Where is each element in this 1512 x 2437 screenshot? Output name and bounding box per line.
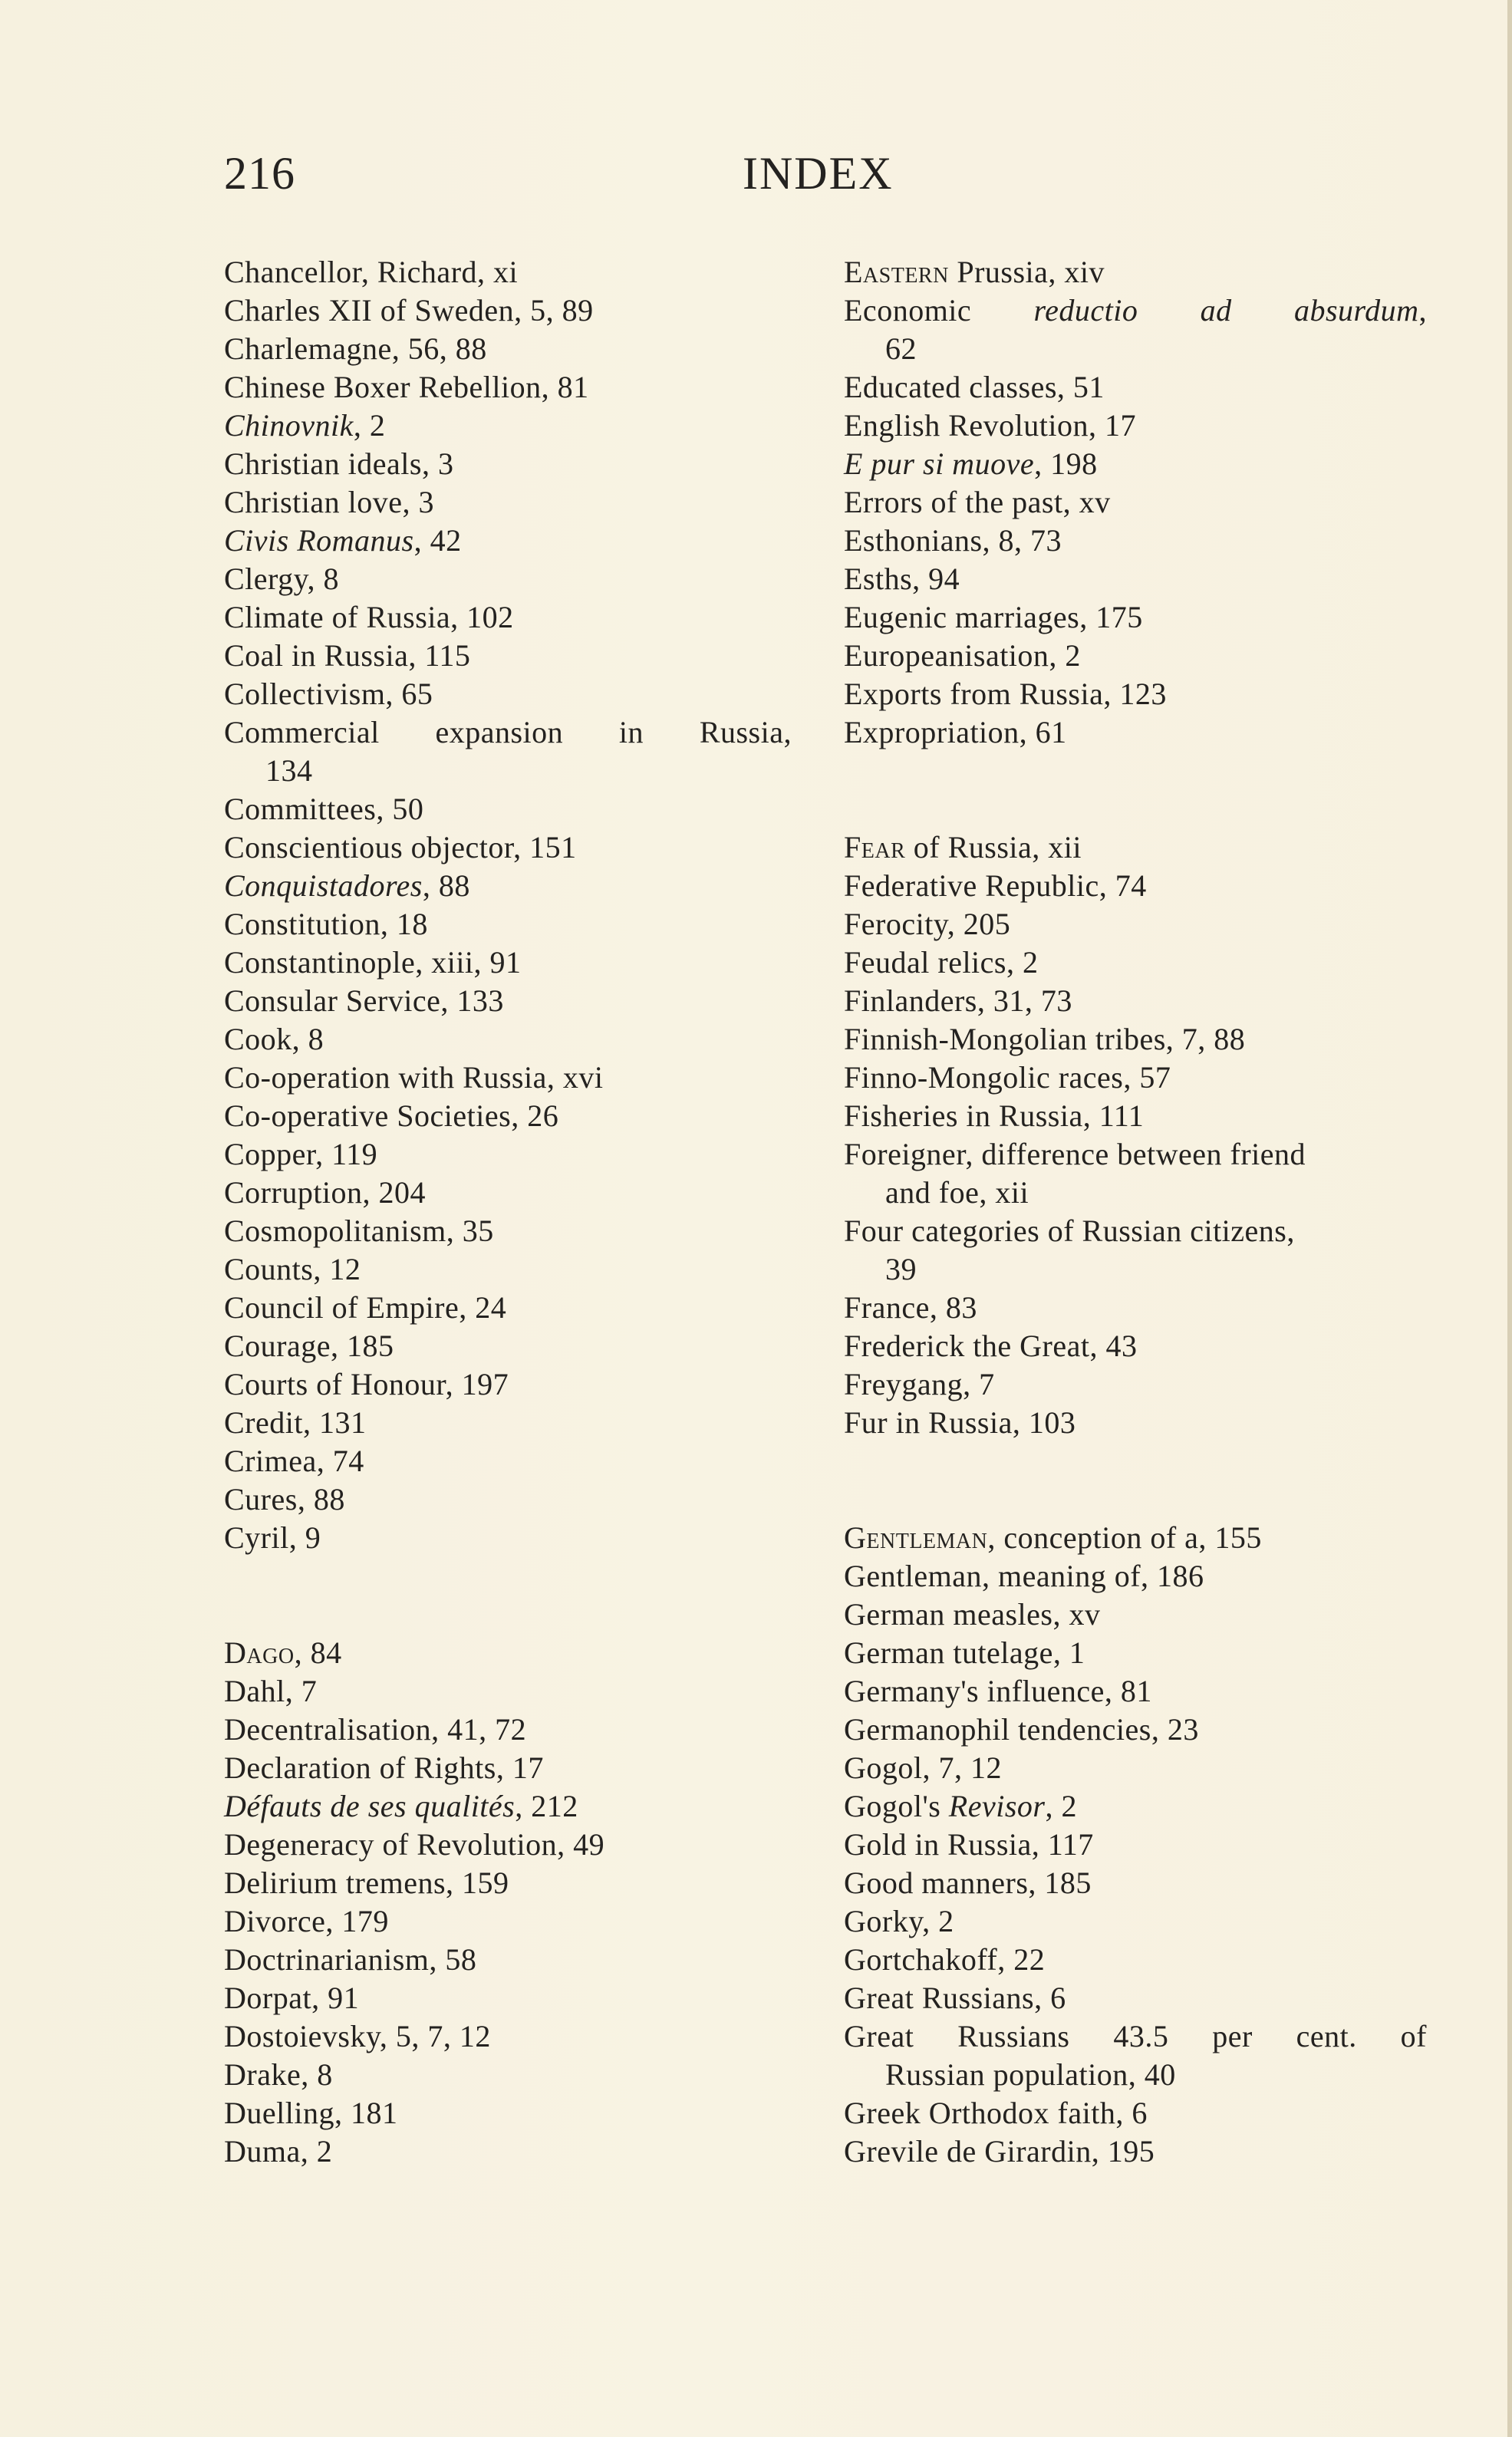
index-entry	[844, 445, 1442, 483]
index-entry: Feudal relics, 2	[844, 945, 1039, 980]
index-entry: Eugenic marriages, 175	[844, 600, 1143, 634]
index-entry: Christian love, 3	[224, 485, 435, 519]
index-entry: Great Russians, 6	[844, 1981, 1066, 2015]
index-entry: Finnish-Mongolian tribes, 7, 88	[844, 1022, 1246, 1056]
index-entry	[224, 1634, 792, 1672]
index-entry: Conscientious objector, 151	[224, 830, 577, 864]
index-entry: Declaration of Rights, 17	[224, 1750, 544, 1785]
index-entry: Expropriation, 61	[844, 715, 1067, 749]
index-entry: Educated classes, 51	[844, 370, 1105, 404]
index-entry: Dorpat, 91	[224, 1981, 360, 2015]
index-entry	[844, 1135, 1442, 1212]
entry-continuation: and foe, xii	[885, 1175, 1029, 1210]
index-entry: Doctrinarianism, 58	[224, 1942, 477, 1977]
index-entry: Charlemagne, 56, 88	[224, 331, 487, 366]
index-entry: Divorce, 179	[224, 1904, 389, 1938]
index-entry: English Revolution, 17	[844, 408, 1136, 443]
page-edge	[1507, 0, 1512, 2437]
entry-line: Commercial expansion in Russia,	[224, 715, 792, 749]
index-entry: Greek Orthodox faith, 6	[844, 2096, 1148, 2130]
index-entry: Cosmopolitanism, 35	[224, 1214, 494, 1248]
index-entry: Conquistadores, 88	[224, 868, 470, 903]
page-number: 216	[224, 148, 295, 199]
index-entry: Finlanders, 31, 73	[844, 983, 1072, 1018]
index-entry: Crimea, 74	[224, 1444, 364, 1478]
index-entry	[844, 291, 1442, 368]
smallcaps-lead: Eastern Prussia, xiv	[844, 255, 1105, 289]
italic-term: Chinovnik	[224, 408, 354, 443]
index-entry: Gentleman, meaning of, 186	[844, 1559, 1204, 1593]
smallcaps-lead: Dago, 84	[224, 1635, 342, 1670]
index-entry: Europeanisation, 2	[844, 638, 1081, 673]
index-entry: Fur in Russia, 103	[844, 1405, 1076, 1440]
index-entry: Gogol, 7, 12	[844, 1750, 1002, 1785]
index-entry: Esthonians, 8, 73	[844, 523, 1062, 558]
index-entry: Degeneracy of Revolution, 49	[224, 1827, 605, 1862]
index-entry: Constantinople, xiii, 91	[224, 945, 522, 980]
index-entry: Council of Empire, 24	[224, 1290, 507, 1325]
index-entry: Clergy, 8	[224, 561, 340, 596]
page-header	[0, 143, 1512, 204]
index-column-left	[224, 253, 792, 2171]
index-entry: Gorky, 2	[844, 1904, 954, 1938]
index-entry: Committees, 50	[224, 792, 424, 826]
index-entry: Constitution, 18	[224, 907, 428, 941]
index-entry: Gold in Russia, 117	[844, 1827, 1094, 1862]
index-entry: Esths, 94	[844, 561, 960, 596]
italic-term: Défauts de ses qualités	[224, 1789, 516, 1823]
entry-continuation: Russian population, 40	[885, 2057, 1176, 2092]
entry-line: Great Russians 43.5 per cent. of	[844, 2019, 1427, 2053]
index-entry: Courage, 185	[224, 1329, 394, 1363]
index-entry: Dahl, 7	[224, 1674, 318, 1708]
entry-line	[844, 291, 1427, 330]
index-entry: Cyril, 9	[224, 1520, 321, 1555]
index-entry: Cook, 8	[224, 1022, 324, 1056]
index-entry: Freygang, 7	[844, 1367, 995, 1401]
entry-continuation: 62	[885, 331, 917, 366]
index-entry: France, 83	[844, 1290, 977, 1325]
index-entry: German tutelage, 1	[844, 1635, 1085, 1670]
entry-mixed: Gogol's Revisor, 2	[844, 1789, 1077, 1823]
index-entry: German measles, xv	[844, 1597, 1101, 1632]
entry-continuation: 39	[885, 1252, 917, 1286]
index-entry: Exports from Russia, 123	[844, 677, 1167, 711]
entry-line: Four categories of Russian citizens,	[844, 1214, 1295, 1248]
index-entry	[844, 1519, 1442, 1557]
index-entry: Grevile de Girardin, 195	[844, 2134, 1155, 2169]
index-entry: Christian ideals, 3	[224, 446, 454, 481]
index-entry: Errors of the past, xv	[844, 485, 1111, 519]
section-gap	[844, 752, 1442, 828]
index-entry: Duelling, 181	[224, 2096, 398, 2130]
index-entry: Delirium tremens, 159	[224, 1866, 509, 1900]
index-entry: Credit, 131	[224, 1405, 367, 1440]
index-entry	[844, 1212, 1442, 1289]
smallcaps-lead: Fear of Russia, xii	[844, 830, 1082, 864]
smallcaps-lead: Gentleman, conception of a, 155	[844, 1520, 1262, 1555]
index-entry: Collectivism, 65	[224, 677, 433, 711]
section-gap	[844, 1442, 1442, 1519]
index-entry: Co-operative Societies, 26	[224, 1098, 559, 1133]
index-entry: Chinese Boxer Rebellion, 81	[224, 370, 589, 404]
entry-mixed: E pur si muove, 198	[844, 446, 1098, 481]
index-entry: Co-operation with Russia, xvi	[224, 1060, 604, 1095]
index-entry: Charles XII of Sweden, 5, 89	[224, 293, 594, 328]
index-entry: Drake, 8	[224, 2057, 333, 2092]
entry-mixed: Economic reductio ad absurdum,	[844, 293, 1427, 328]
italic-term: Conquistadores	[224, 868, 423, 903]
index-entry	[844, 253, 1442, 291]
entry-continuation: 134	[265, 753, 313, 788]
index-entry	[844, 828, 1442, 867]
index-entry: Duma, 2	[224, 2134, 333, 2169]
italic-term: Civis Romanus	[224, 523, 414, 558]
section-gap	[224, 1557, 792, 1634]
index-entry: Corruption, 204	[224, 1175, 427, 1210]
index-entry: Civis Romanus, 42	[224, 523, 462, 558]
index-entry	[844, 1787, 1442, 1826]
index-entry: Coal in Russia, 115	[224, 638, 471, 673]
index-column-right	[844, 253, 1442, 2171]
index-entry: Frederick the Great, 43	[844, 1329, 1138, 1363]
index-entry: Climate of Russia, 102	[224, 600, 514, 634]
index-entry: Défauts de ses qualités, 212	[224, 1789, 578, 1823]
index-entry: Federative Republic, 74	[844, 868, 1147, 903]
running-head: INDEX	[743, 148, 894, 199]
index-entry: Counts, 12	[224, 1252, 361, 1286]
entry-line: Foreigner, difference between friend	[844, 1137, 1306, 1171]
index-entry: Germany's influence, 81	[844, 1674, 1152, 1708]
index-entry: Germanophil tendencies, 23	[844, 1712, 1199, 1747]
index-entry	[224, 713, 792, 790]
index-entry: Gortchakoff, 22	[844, 1942, 1046, 1977]
index-entry: Dostoievsky, 5, 7, 12	[224, 2019, 491, 2053]
index-entry: Consular Service, 133	[224, 983, 504, 1018]
index-entry: Chancellor, Richard, xi	[224, 255, 519, 289]
index-entry: Fisheries in Russia, 111	[844, 1098, 1145, 1133]
index-entry: Decentralisation, 41, 72	[224, 1712, 527, 1747]
index-entry: Courts of Honour, 197	[224, 1367, 509, 1401]
index-entry: Cures, 88	[224, 1482, 345, 1517]
index-entry: Copper, 119	[224, 1137, 378, 1171]
index-entry	[844, 2017, 1442, 2094]
index-entry: Chinovnik, 2	[224, 408, 386, 443]
index-entry: Ferocity, 205	[844, 907, 1011, 941]
index-entry: Finno-Mongolic races, 57	[844, 1060, 1171, 1095]
index-entry: Good manners, 185	[844, 1866, 1092, 1900]
